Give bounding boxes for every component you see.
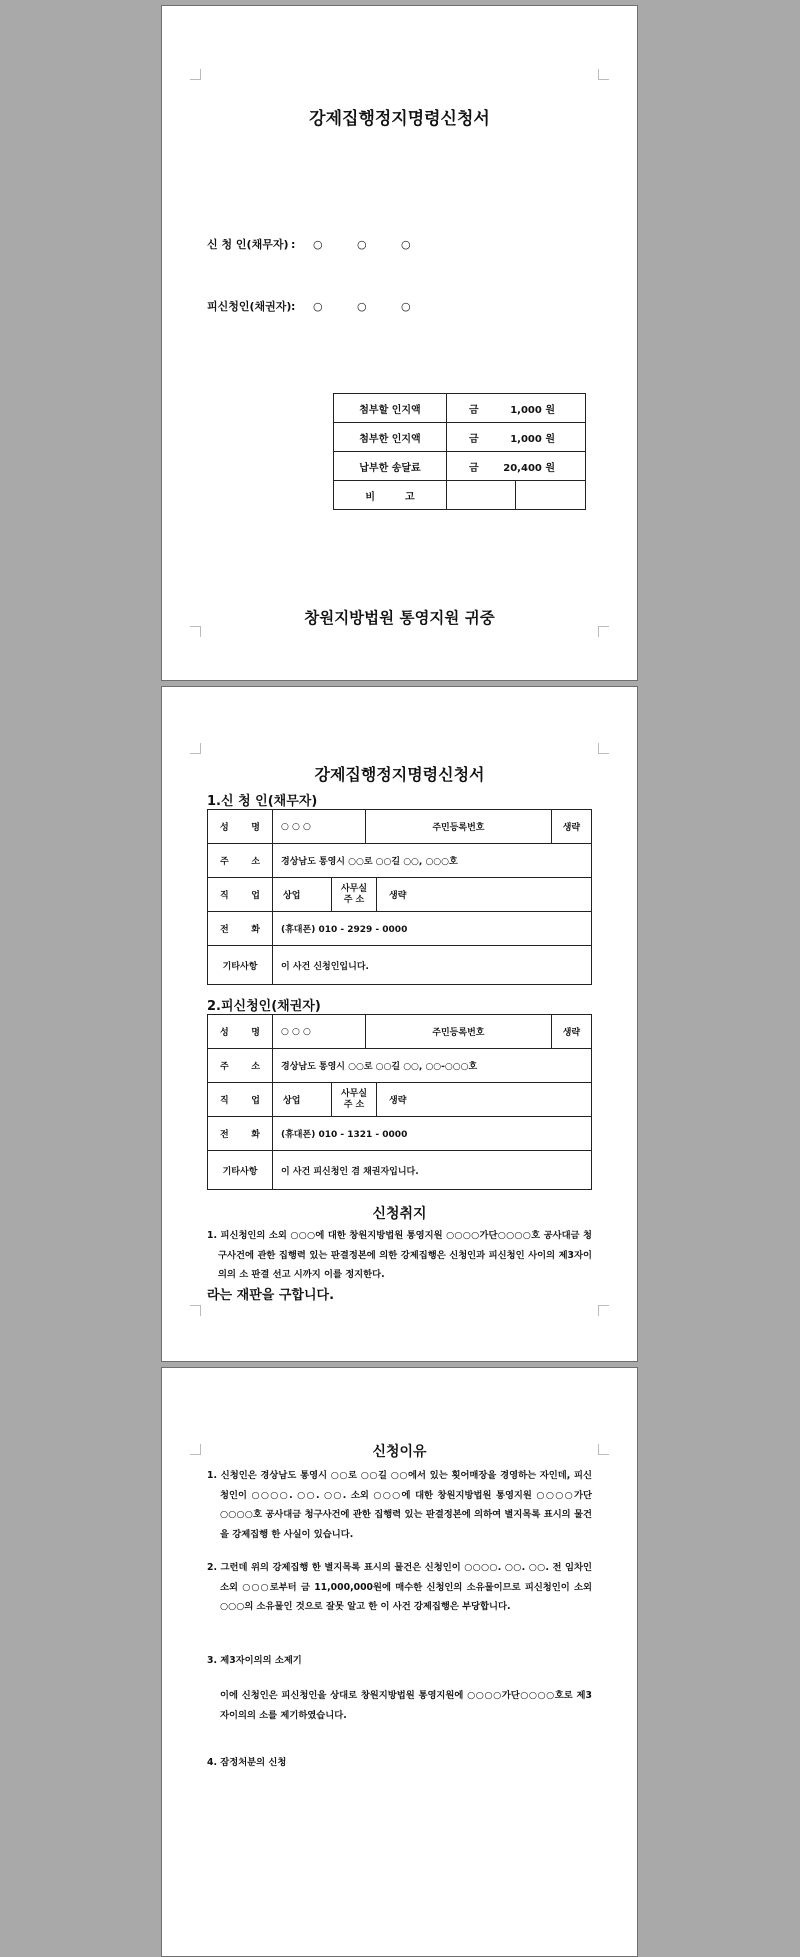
table-row: 직 업 상업 사무실 주 소 생략 [208, 1083, 592, 1117]
reason-paragraph-1: 1. 신청인은 경상남도 통영시 ○○로 ○○길 ○○에서 있는 횟어매장을 경영하는 자인데, 피신청인이 ○○○○. ○○. ○○. 소외 ○○○에 대한 창원지방법원 통영지원 ○○○○가단○○○○호 공사대금 청구사건에 관한 집행력 있는 판결정본에 의하여 별지목록 표시의 물건을 강제집행 한 사실이 있습니다. [207, 1470, 592, 1540]
reason-heading-4: 4. 잠정처분의 신청 [207, 1757, 287, 1768]
applicant-table [207, 809, 592, 985]
table-row: 전 화 (휴대폰) 010 - 1321 - 0000 [208, 1117, 592, 1151]
reason-heading-3: 3. 제3자이의의 소제기 [207, 1655, 302, 1666]
court-name: 창원지방법원 통영지원 귀중 [304, 609, 495, 627]
respondent-line: 피신청인(채권자): ○ ○ ○ [207, 300, 411, 313]
margin-mark [190, 743, 201, 754]
table-row: 납부한 송달료 금 20,400 원 [334, 452, 586, 481]
table-row: 기타사항 이 사건 신청인입니다. [208, 946, 592, 985]
document-page-2 [161, 686, 638, 1362]
page-title: 강제집행정지명령신청서 [314, 765, 485, 784]
table-row: 성 명 ○ ○ ○ 주민등록번호 생략 [208, 1015, 592, 1049]
respondent-label: 피신청인(채권자) [207, 300, 292, 313]
table-row: 첨부한 인지액 금 1,000 원 [334, 423, 586, 452]
reason-paragraph-2: 2. 그런데 위의 강제집행 한 별지목록 표시의 물건은 신청인이 ○○○○. ○○. ○○. 전 임차인 소외 ○○○로부터 금 11,000,000원에 매수한 신청인의 소유물이므로 피신청인이 소외 ○○○의 소유물인 것으로 잘못 알고 한 이 사건 강제집행은 부당합니다. [207, 1562, 592, 1612]
document-page-1 [161, 5, 638, 681]
purpose-heading: 신청취지 [372, 1206, 427, 1222]
margin-mark [190, 1305, 201, 1316]
page-title: 강제집행정지명령신청서 [309, 109, 490, 129]
fee-table [333, 393, 586, 510]
margin-mark [598, 69, 609, 80]
table-row: 주 소 경상남도 통영시 ○○로 ○○길 ○○, ○○-○○○호 [208, 1049, 592, 1083]
margin-mark [598, 743, 609, 754]
margin-mark [598, 1305, 609, 1316]
table-row: 전 화 (휴대폰) 010 - 2929 - 0000 [208, 912, 592, 946]
table-row: 기타사항 이 사건 피신청인 겸 채권자입니다. [208, 1151, 592, 1190]
applicant-heading: 1.신 청 인(채무자) [207, 794, 318, 809]
reason-heading: 신청이유 [372, 1444, 427, 1460]
document-page-3 [161, 1367, 638, 1957]
respondent-heading: 2.피신청인(채권자) [207, 999, 321, 1014]
table-row: 첨부할 인지액 금 1,000 원 [334, 394, 586, 423]
table-row: 직 업 상업 사무실 주 소 생략 [208, 878, 592, 912]
table-row: 비 고 [334, 481, 586, 510]
applicant-line: 신 청 인(채무자) : ○ ○ ○ [207, 238, 411, 251]
closing-text: 라는 재판을 구합니다. [207, 1288, 335, 1303]
reason-paragraph-3: 이에 신청인은 피신청인을 상대로 창원지방법원 통영지원에 ○○○○가단○○○○호로 제3자이의의 소를 제기하였습니다. [220, 1690, 592, 1721]
respondent-table [207, 1014, 592, 1190]
applicant-label: 신 청 인(채무자) [207, 238, 289, 251]
table-row: 주 소 경상남도 통영시 ○○로 ○○길 ○○, ○○○호 [208, 844, 592, 878]
purpose-text: 1. 피신청인의 소외 ○○○에 대한 창원지방법원 통영지원 ○○○○가단○○○○호 공사대금 청구사건에 관한 집행력 있는 판결정본에 의한 강제집행은 신청인과 피신청인 사이의 제3자이의의 소 판결 선고 시까지 이를 정지한다. [207, 1230, 592, 1280]
margin-mark [190, 69, 201, 80]
table-row: 성 명 ○ ○ ○ 주민등록번호 생략 [208, 810, 592, 844]
